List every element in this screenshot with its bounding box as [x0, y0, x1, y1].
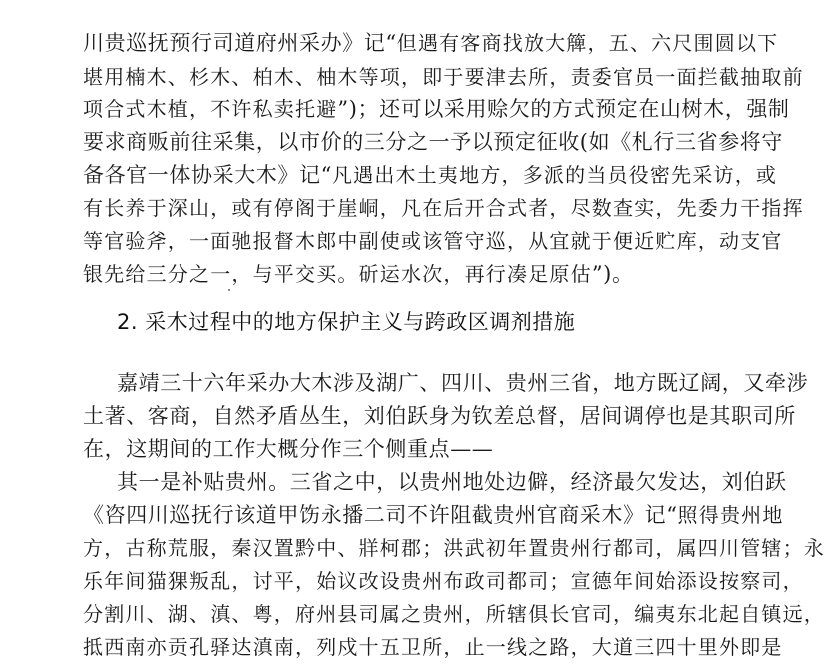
text-line [83, 257, 733, 291]
text-run: 川贵巡抚预行司道府州采办》记“ [83, 31, 397, 55]
quoted-text-line: 等官验斧，一面驰报督木郎中副使或该管守巡，从宜就于便近贮库，动支官 [83, 229, 783, 253]
text-line [83, 158, 778, 192]
text-line [83, 92, 790, 126]
quoted-text-line: 乐年间猫猓叛乱，讨平，始议改设贵州布政司都司；宣德年间始添设按察司， [83, 569, 804, 593]
quoted-text-line: 分割川、湖、滇、粤，府州县司属之贵州，所辖俱长官司，编夷东北起自镇远， [83, 602, 825, 626]
quoted-text: 但遇有客商找放大簰，五、六尺围圆以下 [396, 31, 779, 55]
text-run: 《咨四川巡抚行该道甲饬永播二司不许阻截贵州官商采木》记“ [83, 503, 678, 527]
quoted-text-line: 抵西南亦贡孔驿达滇南，列戍十五卫所，止一线之路，大道三四十里外即是 [83, 635, 783, 659]
quoted-text-line: 有长养于深山，或有停阁于崖峒，凡在后开合式者，尽数查实，先委力干指挥 [83, 196, 804, 220]
text-line: 要求商贩前往采集，以市价的三分之一予以预定征收(如《札行三省参将守 [83, 130, 783, 154]
text-run: 备各官一体协采大木》记“ [83, 163, 332, 187]
scan-speck [228, 289, 230, 291]
quoted-text: 银先给三分之一，与平交买。斫运水次，再行凑足原估 [83, 262, 592, 286]
quoted-text: 项合式木植，不许私卖托避 [83, 97, 338, 121]
text-line: 其一是补贴贵州。三省之中，以贵州地处边僻，经济最欠发达，刘伯跃 [117, 470, 787, 494]
text-run: ”)。 [591, 262, 634, 286]
quoted-text: 凡遇出木土夷地方，多派的当员役密先采访，或 [331, 163, 778, 187]
quoted-text-line: 方，古称荒服，秦汉置黔中、牂柯郡；洪武初年置贵州行都司，属四川管辖；永 [83, 536, 825, 560]
quoted-text: 照得贵州地 [677, 503, 784, 527]
text-line [83, 26, 779, 60]
text-run: ”)；还可以采用赊欠的方式预定在山树木，强制 [337, 97, 790, 121]
section-heading: 2. 采木过程中的地方保护主义与跨政区调剂措施 [117, 310, 576, 334]
text-line [83, 498, 784, 532]
text-line: 在，这期间的工作大概分作三个侧重点—— [83, 437, 494, 461]
quoted-text-line: 堪用楠木、杉木、柏木、柚木等项，即于要津去所，责委官员一面拦截抽取前 [83, 65, 804, 89]
text-line: 土著、客商，自然矛盾丛生，刘伯跃身为钦差总督，居间调停也是其职司所 [83, 404, 796, 428]
text-line: 嘉靖三十六年采办大木涉及湖广、四川、贵州三省，地方既辽阔，又牵涉 [117, 371, 809, 395]
